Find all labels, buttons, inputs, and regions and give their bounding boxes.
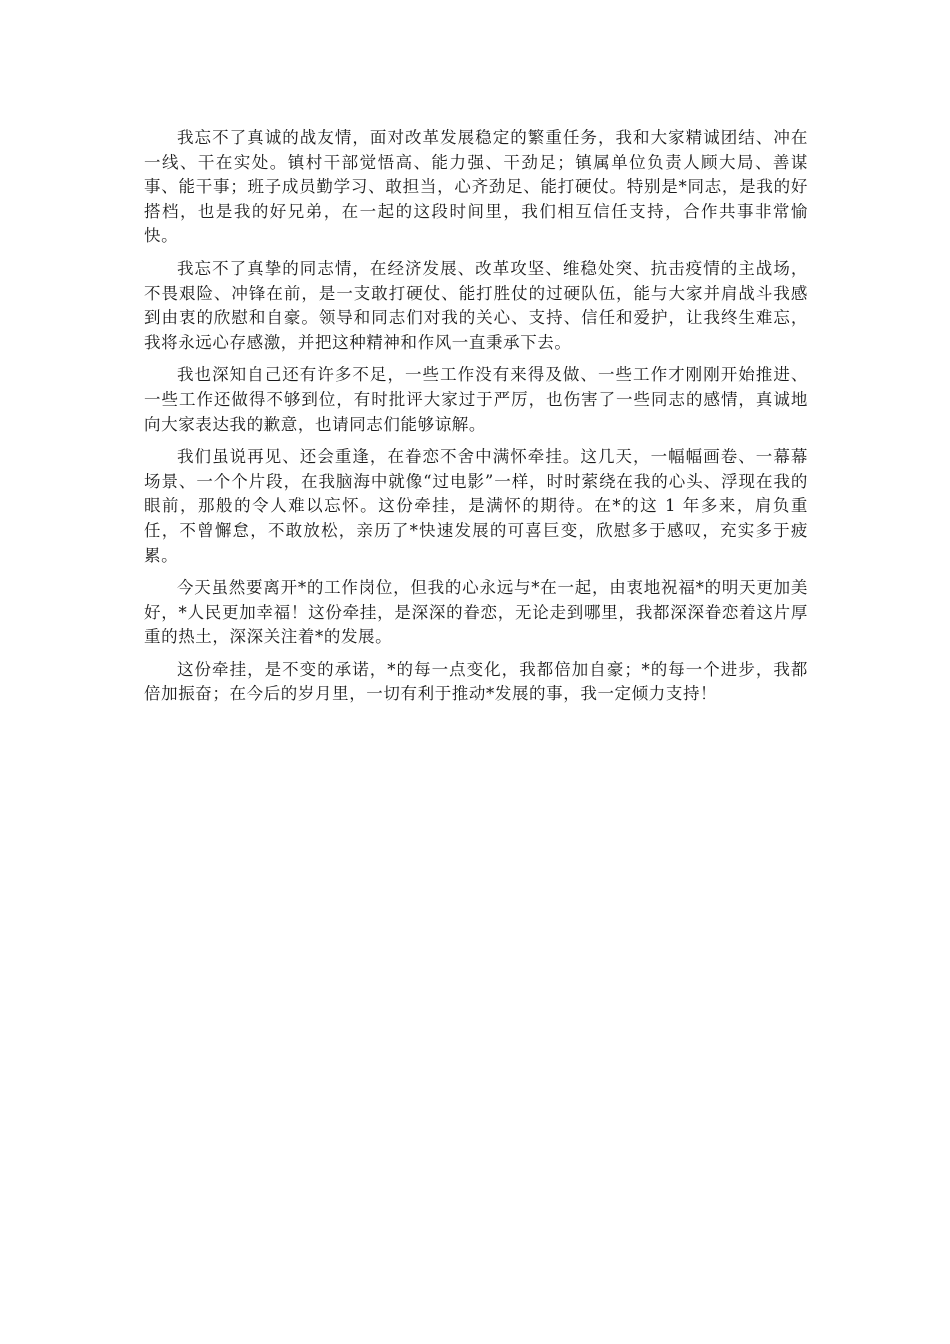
paragraph-6: 这份牵挂，是不变的承诺，*的每一点变化，我都倍加自豪；*的每一个进步，我都倍加振奋；在今后的岁月里，一切有利于推动*发展的事，我一定倾力支持！ — [144, 659, 808, 704]
paragraph-5: 今天虽然要离开*的工作岗位，但我的心永远与*在一起，由衷地祝福*的明天更加美好，*人民更加幸福！这份牵挂，是深深的眷恋，无论走到哪里，我都深深眷恋着这片厚重的热土，深深关注着*的发展。 — [144, 578, 808, 647]
paragraph-4: 我们虽说再见、还会重逢，在眷恋不舍中满怀牵挂。这几天，一幅幅画卷、一幕幕场景、一个个片段，在我脑海中就像“过电影”一样，时时萦绕在我的心头、浮现在我的眼前，那般的令人难以忘怀。这份牵挂，是满怀的期待。在*的这 1 年多来，肩负重任，不曾懈怠，不敢放松，亲历了*快速发展的可喜巨变，欣慰多于感叹，充实多于疲累。 — [144, 447, 808, 565]
document-body — [144, 126, 808, 715]
paragraph-2: 我忘不了真挚的同志情，在经济发展、改革攻坚、维稳处突、抗击疫情的主战场，不畏艰险、冲锋在前，是一支敢打硬仗、能打胜仗的过硬队伍，能与大家并肩战斗我感到由衷的欣慰和自豪。领导和同志们对我的关心、支持、信任和爱护，让我终生难忘，我将永远心存感激，并把这种精神和作风一直秉承下去。 — [144, 258, 808, 352]
paragraph-3: 我也深知自己还有许多不足，一些工作没有来得及做、一些工作才刚刚开始推进、一些工作还做得不够到位，有时批评大家过于严厉，也伤害了一些同志的感情，真诚地向大家表达我的歉意，也请同志们能够谅解。 — [144, 365, 808, 434]
paragraph-1: 我忘不了真诚的战友情，面对改革发展稳定的繁重任务，我和大家精诚团结、冲在一线、干在实处。镇村干部觉悟高、能力强、干劲足；镇属单位负责人顾大局、善谋事、能干事；班子成员勤学习、敢担当，心齐劲足、能打硬仗。特别是*同志，是我的好搭档，也是我的好兄弟，在一起的这段时间里，我们相互信任支持，合作共事非常愉快。 — [144, 128, 808, 246]
